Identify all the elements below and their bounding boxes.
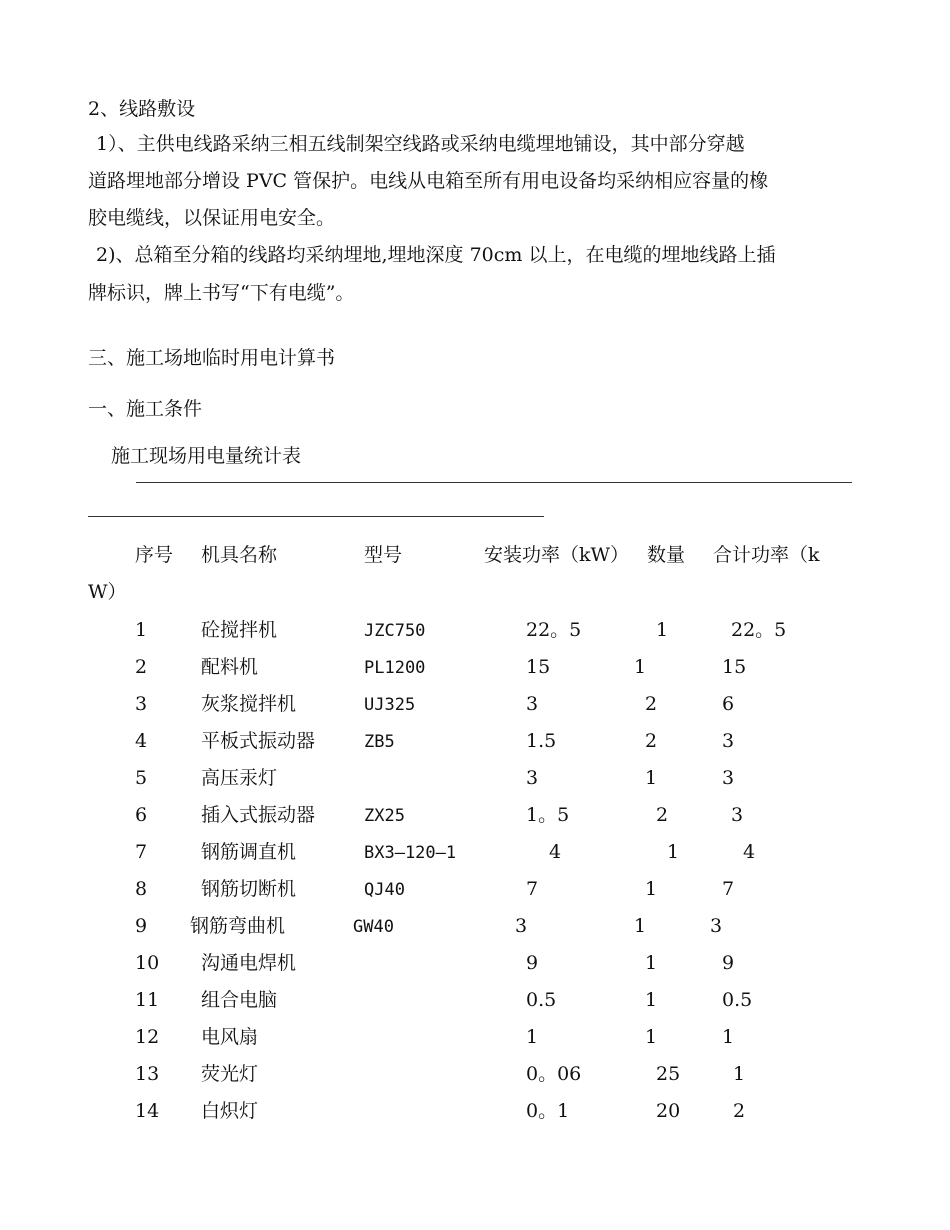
table-top-rule-1 [136, 482, 852, 483]
cell-power: 4 [549, 841, 562, 863]
cell-power: 0。06 [526, 1063, 582, 1085]
cell-name: 沟通电焊机 [201, 952, 297, 974]
cell-name: 钢筋弯曲机 [190, 915, 286, 937]
cell-no: 1 [135, 619, 148, 641]
cell-qty: 20 [656, 1100, 681, 1122]
cell-total: 6 [722, 693, 735, 715]
cell-total: 4 [743, 841, 756, 863]
cell-qty: 1 [656, 619, 669, 641]
cell-qty: 1 [645, 952, 658, 974]
cell-qty: 2 [645, 730, 658, 752]
cell-power: 3 [526, 767, 539, 789]
cell-name: 钢筋切断机 [201, 878, 297, 900]
cell-power: 15 [526, 656, 551, 678]
cell-power: 7 [526, 878, 539, 900]
cell-total: 9 [722, 952, 735, 974]
cell-name: 插入式振动器 [201, 804, 316, 826]
cell-no: 10 [135, 952, 160, 974]
cell-qty: 25 [656, 1063, 681, 1085]
cell-name: 钢筋调直机 [201, 841, 297, 863]
header-no: 序号 [135, 544, 174, 566]
cell-no: 9 [135, 915, 148, 937]
cell-power: 3 [526, 693, 539, 715]
cell-qty: 1 [634, 915, 647, 937]
cell-name: 配料机 [201, 656, 259, 678]
cell-total: 3 [722, 730, 735, 752]
cell-total: 7 [722, 878, 735, 900]
cell-total: 3 [710, 915, 723, 937]
header-qty: 数量 [647, 544, 686, 566]
cell-power: 1.5 [526, 730, 557, 752]
cell-qty: 1 [645, 1026, 658, 1048]
header-name: 机具名称 [201, 544, 278, 566]
cell-total: 0.5 [722, 989, 753, 1011]
cell-total: 22。5 [731, 619, 787, 641]
cell-name: 白炽灯 [201, 1100, 259, 1122]
cell-model: PL1200 [364, 658, 426, 678]
cell-name: 灰浆搅拌机 [201, 693, 297, 715]
table-top-rule-2 [88, 516, 544, 517]
header-total: 合计功率（k [713, 544, 820, 566]
cell-total: 2 [733, 1100, 746, 1122]
cell-power: 1。5 [526, 804, 570, 826]
cell-name: 电风扇 [201, 1026, 259, 1048]
cell-no: 5 [135, 767, 148, 789]
cell-model: JZC750 [364, 621, 426, 641]
cell-power: 22。5 [526, 619, 582, 641]
cell-qty: 1 [645, 989, 658, 1011]
cell-model: ZB5 [364, 732, 395, 752]
cell-no: 14 [135, 1100, 160, 1122]
table-caption: 施工现场用电量统计表 [111, 445, 302, 467]
paragraph-2-line-1: 2)、总箱至分箱的线路均采纳埋地,埋地深度 70cm 以上，在电缆的埋地线路上插 [96, 244, 776, 266]
cell-no: 3 [135, 693, 148, 715]
cell-total: 3 [722, 767, 735, 789]
cell-qty: 1 [645, 767, 658, 789]
cell-no: 12 [135, 1026, 160, 1048]
cell-no: 8 [135, 878, 148, 900]
cell-no: 2 [135, 656, 148, 678]
cell-power: 9 [526, 952, 539, 974]
cell-qty: 1 [634, 656, 647, 678]
cell-total: 1 [722, 1026, 735, 1048]
paragraph-1-line-3: 胶电缆线，以保证用电安全。 [88, 207, 336, 229]
cell-qty: 1 [667, 841, 680, 863]
cell-power: 0.5 [526, 989, 557, 1011]
cell-model: ZX25 [364, 806, 405, 826]
cell-model: BX3—120—1 [364, 843, 457, 863]
cell-total: 15 [722, 656, 747, 678]
section-title-calc: 三、施工场地临时用电计算书 [88, 347, 336, 369]
cell-power: 1 [526, 1026, 539, 1048]
cell-no: 4 [135, 730, 148, 752]
paragraph-1-line-1: 1）、主供电线路采纳三相五线制架空线路或采纳电缆埋地铺设，其中部分穿越 [96, 133, 745, 155]
section-heading-wiring: 2、线路敷设 [88, 98, 196, 120]
cell-name: 平板式振动器 [201, 730, 316, 752]
header-power: 安装功率（kW） [484, 544, 630, 566]
header-model: 型号 [364, 544, 403, 566]
cell-model: QJ40 [364, 880, 405, 900]
cell-no: 7 [135, 841, 148, 863]
paragraph-1-line-2: 道路埋地部分增设 PVC 管保护。电线从电箱至所有用电设备均采纳相应容量的橡 [88, 170, 769, 192]
cell-qty: 2 [645, 693, 658, 715]
cell-qty: 1 [645, 878, 658, 900]
header-total-wrap: W） [88, 581, 127, 603]
cell-no: 13 [135, 1063, 160, 1085]
cell-total: 3 [731, 804, 744, 826]
cell-model: GW40 [353, 917, 394, 937]
paragraph-2-line-2: 牌标识，牌上书写“下有电缆”。 [88, 282, 355, 304]
cell-model: UJ325 [364, 695, 416, 715]
cell-name: 荧光灯 [201, 1063, 259, 1085]
section-subtitle-conditions: 一、施工条件 [88, 398, 203, 420]
cell-no: 6 [135, 804, 148, 826]
cell-total: 1 [733, 1063, 746, 1085]
cell-no: 11 [135, 989, 160, 1011]
cell-qty: 2 [656, 804, 669, 826]
cell-name: 砼搅拌机 [201, 619, 278, 641]
cell-power: 3 [515, 915, 528, 937]
cell-power: 0。1 [526, 1100, 570, 1122]
cell-name: 组合电脑 [201, 989, 278, 1011]
cell-name: 高压汞灯 [201, 767, 278, 789]
